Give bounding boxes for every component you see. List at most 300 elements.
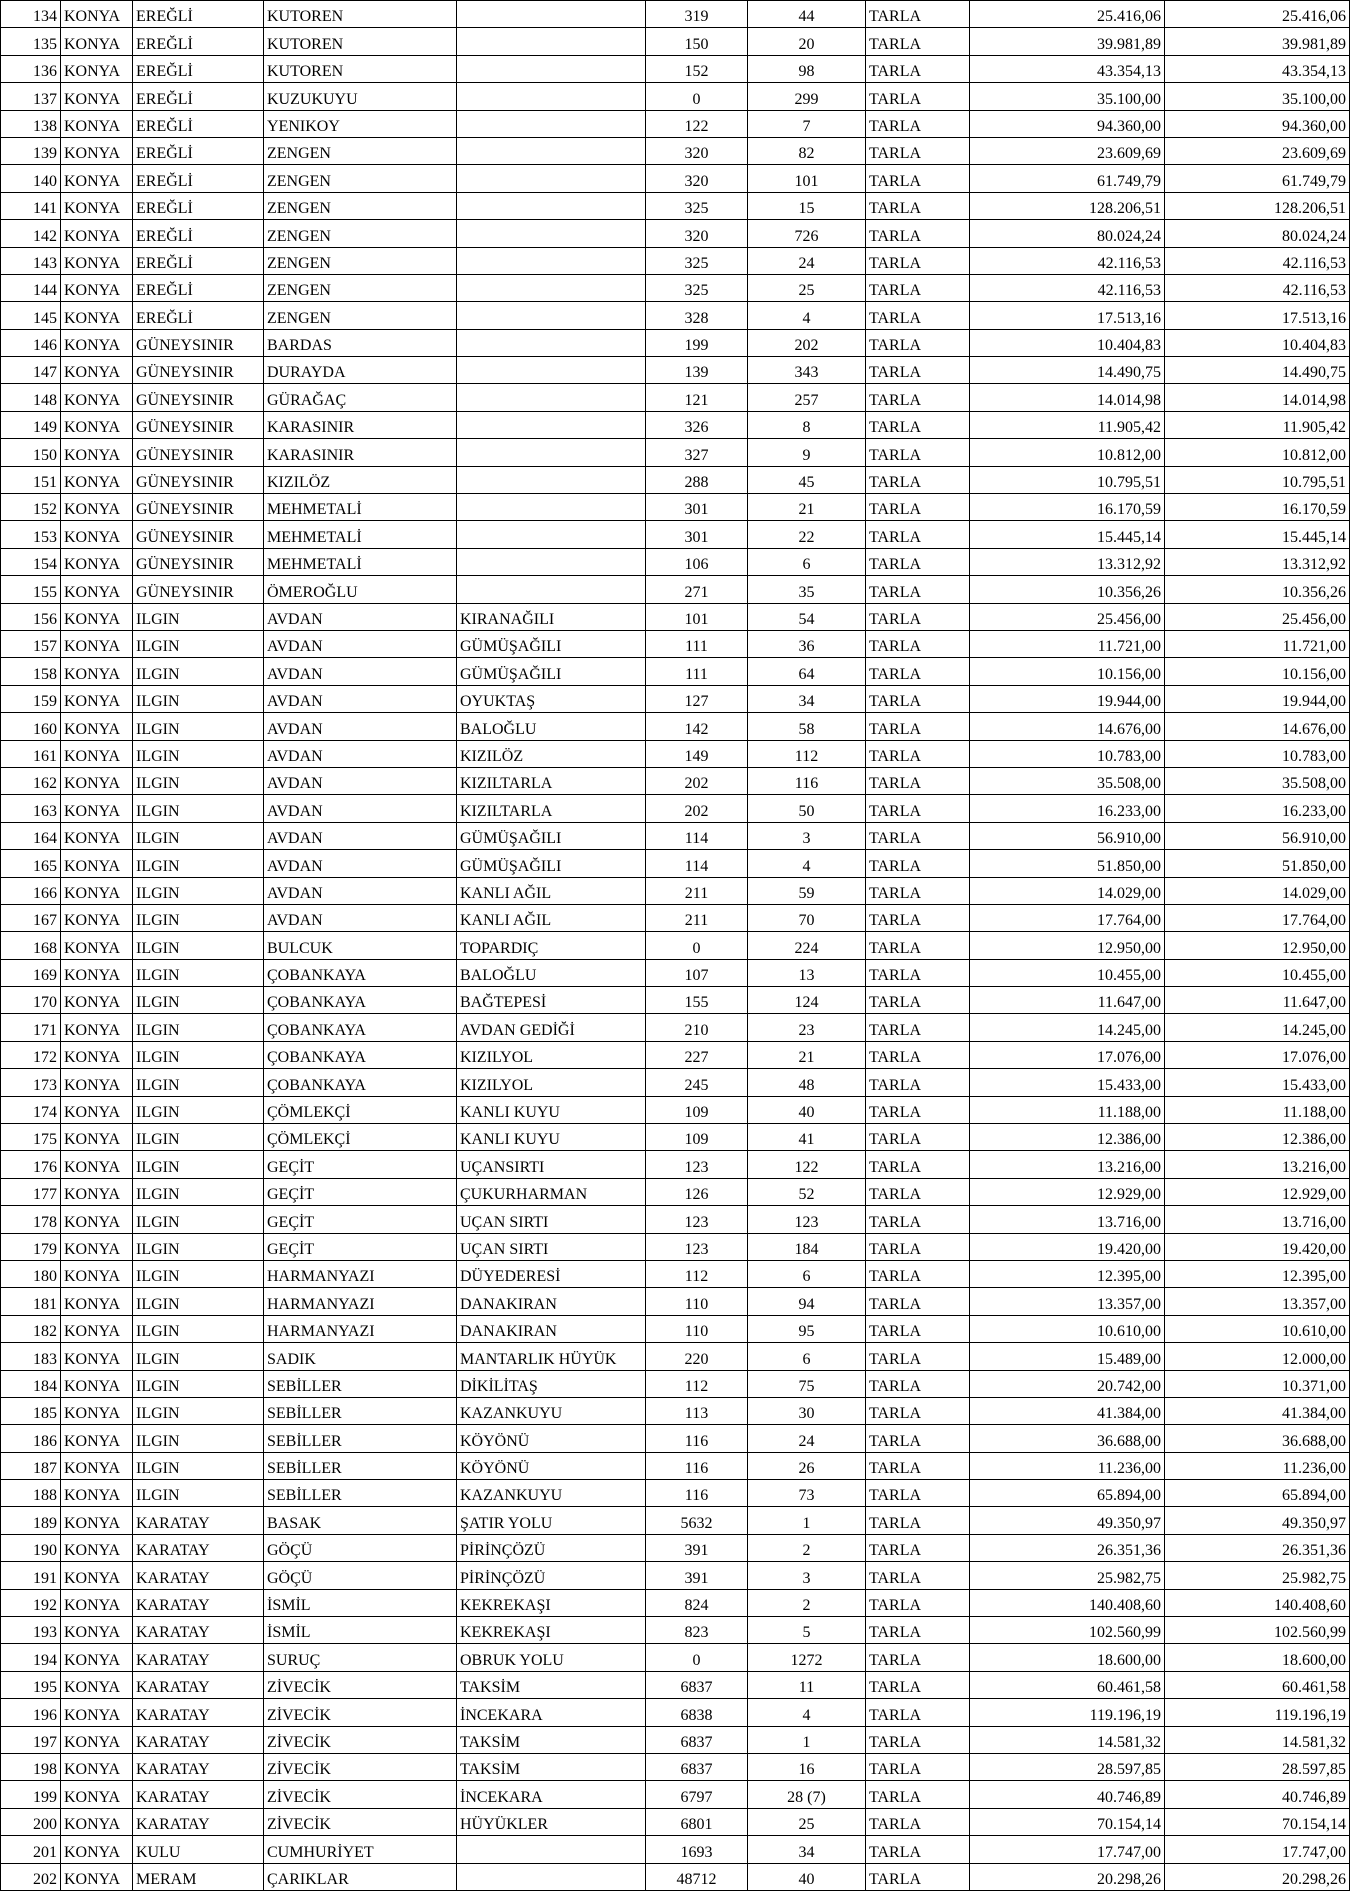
area-share-cell: 14.245,00 [1165, 1014, 1350, 1041]
neighborhood-cell: AVDAN [264, 630, 457, 657]
block-number-cell: 211 [646, 877, 748, 904]
neighborhood-cell: ZENGEN [264, 220, 457, 247]
locality-cell [457, 384, 646, 411]
table-row [1, 658, 1350, 685]
area-share-cell: 14.676,00 [1165, 713, 1350, 740]
land-type-cell: TARLA [866, 1644, 970, 1671]
locality-cell: KIZILTARLA [457, 795, 646, 822]
land-type-cell: TARLA [866, 1206, 970, 1233]
area-share-cell: 80.024,24 [1165, 220, 1350, 247]
area-share-cell: 128.206,51 [1165, 192, 1350, 219]
row-number-cell: 139 [1, 137, 61, 164]
area-total-cell: 36.688,00 [970, 1425, 1165, 1452]
district-cell: KARATAY [133, 1617, 264, 1644]
area-total-cell: 41.384,00 [970, 1397, 1165, 1424]
land-type-cell: TARLA [866, 795, 970, 822]
area-total-cell: 17.513,16 [970, 302, 1165, 329]
block-number-cell: 327 [646, 439, 748, 466]
area-share-cell: 11.188,00 [1165, 1096, 1350, 1123]
neighborhood-cell: SADIK [264, 1343, 457, 1370]
row-number-cell: 200 [1, 1808, 61, 1835]
area-share-cell: 25.456,00 [1165, 603, 1350, 630]
table-row [1, 767, 1350, 794]
area-total-cell: 23.609,69 [970, 137, 1165, 164]
district-cell: ILGIN [133, 1178, 264, 1205]
district-cell: ILGIN [133, 658, 264, 685]
area-total-cell: 14.245,00 [970, 1014, 1165, 1041]
province-cell: KONYA [61, 165, 133, 192]
neighborhood-cell: MEHMETALİ [264, 548, 457, 575]
neighborhood-cell: ÖMEROĞLU [264, 576, 457, 603]
land-type-cell: TARLA [866, 1589, 970, 1616]
table-row [1, 1617, 1350, 1644]
province-cell: KONYA [61, 685, 133, 712]
land-type-cell: TARLA [866, 329, 970, 356]
area-share-cell: 17.747,00 [1165, 1836, 1350, 1863]
land-type-cell: TARLA [866, 192, 970, 219]
area-share-cell: 40.746,89 [1165, 1781, 1350, 1808]
area-share-cell: 10.610,00 [1165, 1315, 1350, 1342]
block-number-cell: 227 [646, 1041, 748, 1068]
district-cell: GÜNEYSINIR [133, 521, 264, 548]
province-cell: KONYA [61, 1671, 133, 1698]
locality-cell [457, 137, 646, 164]
area-total-cell: 13.216,00 [970, 1151, 1165, 1178]
neighborhood-cell: MEHMETALİ [264, 494, 457, 521]
table-row [1, 795, 1350, 822]
parcel-number-cell: 3 [748, 1562, 866, 1589]
row-number-cell: 150 [1, 439, 61, 466]
locality-cell: GÜMÜŞAĞILI [457, 658, 646, 685]
parcel-number-cell: 101 [748, 165, 866, 192]
parcel-number-cell: 21 [748, 494, 866, 521]
neighborhood-cell: ÇOBANKAYA [264, 1069, 457, 1096]
area-total-cell: 11.236,00 [970, 1452, 1165, 1479]
district-cell: ILGIN [133, 1069, 264, 1096]
neighborhood-cell: SEBİLLER [264, 1397, 457, 1424]
block-number-cell: 0 [646, 932, 748, 959]
district-cell: ILGIN [133, 1260, 264, 1287]
area-share-cell: 41.384,00 [1165, 1397, 1350, 1424]
province-cell: KONYA [61, 192, 133, 219]
province-cell: KONYA [61, 1562, 133, 1589]
district-cell: ILGIN [133, 932, 264, 959]
district-cell: KARATAY [133, 1726, 264, 1753]
land-type-cell: TARLA [866, 1726, 970, 1753]
row-number-cell: 177 [1, 1178, 61, 1205]
area-total-cell: 20.742,00 [970, 1370, 1165, 1397]
table-row [1, 110, 1350, 137]
table-row [1, 466, 1350, 493]
area-share-cell: 35.100,00 [1165, 83, 1350, 110]
land-type-cell: TARLA [866, 1617, 970, 1644]
land-type-cell: TARLA [866, 1836, 970, 1863]
district-cell: GÜNEYSINIR [133, 357, 264, 384]
land-type-cell: TARLA [866, 740, 970, 767]
province-cell: KONYA [61, 1315, 133, 1342]
locality-cell: DANAKIRAN [457, 1315, 646, 1342]
row-number-cell: 173 [1, 1069, 61, 1096]
province-cell: KONYA [61, 247, 133, 274]
province-cell: KONYA [61, 767, 133, 794]
locality-cell: MANTARLIK HÜYÜK [457, 1343, 646, 1370]
district-cell: KARATAY [133, 1781, 264, 1808]
block-number-cell: 325 [646, 274, 748, 301]
district-cell: EREĞLİ [133, 83, 264, 110]
land-type-cell: TARLA [866, 1534, 970, 1561]
parcel-number-cell: 75 [748, 1370, 866, 1397]
neighborhood-cell: AVDAN [264, 904, 457, 931]
row-number-cell: 152 [1, 494, 61, 521]
province-cell: KONYA [61, 1096, 133, 1123]
locality-cell: DÜYEDERESİ [457, 1260, 646, 1287]
table-row [1, 1096, 1350, 1123]
parcel-number-cell: 5 [748, 1617, 866, 1644]
row-number-cell: 199 [1, 1781, 61, 1808]
block-number-cell: 211 [646, 904, 748, 931]
table-row [1, 959, 1350, 986]
district-cell: KARATAY [133, 1754, 264, 1781]
area-share-cell: 23.609,69 [1165, 137, 1350, 164]
table-row [1, 685, 1350, 712]
neighborhood-cell: GEÇİT [264, 1233, 457, 1260]
locality-cell: BAĞTEPESİ [457, 987, 646, 1014]
neighborhood-cell: ÇÖMLEKÇİ [264, 1096, 457, 1123]
land-type-cell: TARLA [866, 658, 970, 685]
parcel-number-cell: 8 [748, 411, 866, 438]
neighborhood-cell: ZİVECİK [264, 1754, 457, 1781]
area-share-cell: 19.420,00 [1165, 1233, 1350, 1260]
area-share-cell: 10.795,51 [1165, 466, 1350, 493]
row-number-cell: 190 [1, 1534, 61, 1561]
block-number-cell: 112 [646, 1260, 748, 1287]
block-number-cell: 824 [646, 1589, 748, 1616]
district-cell: ILGIN [133, 850, 264, 877]
district-cell: ILGIN [133, 987, 264, 1014]
district-cell: EREĞLİ [133, 137, 264, 164]
neighborhood-cell: SEBİLLER [264, 1480, 457, 1507]
land-type-cell: TARLA [866, 220, 970, 247]
province-cell: KONYA [61, 548, 133, 575]
parcel-number-cell: 7 [748, 110, 866, 137]
area-share-cell: 39.981,89 [1165, 28, 1350, 55]
neighborhood-cell: SURUÇ [264, 1644, 457, 1671]
parcel-number-cell: 726 [748, 220, 866, 247]
area-total-cell: 25.456,00 [970, 603, 1165, 630]
locality-cell [457, 220, 646, 247]
area-share-cell: 94.360,00 [1165, 110, 1350, 137]
neighborhood-cell: ÇOBANKAYA [264, 1014, 457, 1041]
area-total-cell: 15.445,14 [970, 521, 1165, 548]
area-total-cell: 15.433,00 [970, 1069, 1165, 1096]
row-number-cell: 169 [1, 959, 61, 986]
district-cell: GÜNEYSINIR [133, 411, 264, 438]
land-type-cell: TARLA [866, 685, 970, 712]
block-number-cell: 109 [646, 1096, 748, 1123]
area-total-cell: 60.461,58 [970, 1671, 1165, 1698]
row-number-cell: 163 [1, 795, 61, 822]
area-share-cell: 10.356,26 [1165, 576, 1350, 603]
area-total-cell: 15.489,00 [970, 1343, 1165, 1370]
parcel-number-cell: 16 [748, 1754, 866, 1781]
locality-cell [457, 494, 646, 521]
table-row [1, 548, 1350, 575]
land-type-cell: TARLA [866, 1069, 970, 1096]
row-number-cell: 147 [1, 357, 61, 384]
land-type-cell: TARLA [866, 28, 970, 55]
district-cell: EREĞLİ [133, 28, 264, 55]
table-row [1, 1507, 1350, 1534]
land-type-cell: TARLA [866, 521, 970, 548]
locality-cell [457, 1863, 646, 1890]
district-cell: ILGIN [133, 1151, 264, 1178]
table-row [1, 1808, 1350, 1835]
locality-cell: KAZANKUYU [457, 1480, 646, 1507]
area-total-cell: 10.404,83 [970, 329, 1165, 356]
area-total-cell: 119.196,19 [970, 1699, 1165, 1726]
area-share-cell: 14.029,00 [1165, 877, 1350, 904]
province-cell: KONYA [61, 28, 133, 55]
parcel-number-cell: 2 [748, 1589, 866, 1616]
area-total-cell: 40.746,89 [970, 1781, 1165, 1808]
parcel-number-cell: 11 [748, 1671, 866, 1698]
land-type-cell: TARLA [866, 630, 970, 657]
land-type-cell: TARLA [866, 877, 970, 904]
parcel-number-cell: 1272 [748, 1644, 866, 1671]
row-number-cell: 135 [1, 28, 61, 55]
row-number-cell: 161 [1, 740, 61, 767]
province-cell: KONYA [61, 411, 133, 438]
table-row [1, 137, 1350, 164]
land-type-cell: TARLA [866, 959, 970, 986]
block-number-cell: 823 [646, 1617, 748, 1644]
province-cell: KONYA [61, 932, 133, 959]
area-share-cell: 19.944,00 [1165, 685, 1350, 712]
parcel-number-cell: 64 [748, 658, 866, 685]
block-number-cell: 6837 [646, 1726, 748, 1753]
district-cell: ILGIN [133, 877, 264, 904]
land-type-cell: TARLA [866, 1288, 970, 1315]
block-number-cell: 150 [646, 28, 748, 55]
neighborhood-cell: ZENGEN [264, 274, 457, 301]
area-share-cell: 42.116,53 [1165, 274, 1350, 301]
block-number-cell: 391 [646, 1562, 748, 1589]
land-type-cell: TARLA [866, 1096, 970, 1123]
parcel-number-cell: 82 [748, 137, 866, 164]
area-share-cell: 35.508,00 [1165, 767, 1350, 794]
block-number-cell: 110 [646, 1288, 748, 1315]
land-type-cell: TARLA [866, 767, 970, 794]
land-type-cell: TARLA [866, 987, 970, 1014]
district-cell: KARATAY [133, 1808, 264, 1835]
area-share-cell: 10.371,00 [1165, 1370, 1350, 1397]
table-row [1, 1014, 1350, 1041]
parcel-number-cell: 94 [748, 1288, 866, 1315]
province-cell: KONYA [61, 877, 133, 904]
province-cell: KONYA [61, 1452, 133, 1479]
area-total-cell: 102.560,99 [970, 1617, 1165, 1644]
district-cell: EREĞLİ [133, 220, 264, 247]
parcel-number-cell: 184 [748, 1233, 866, 1260]
table-row [1, 1343, 1350, 1370]
province-cell: KONYA [61, 466, 133, 493]
district-cell: ILGIN [133, 1233, 264, 1260]
locality-cell [457, 521, 646, 548]
parcel-number-cell: 34 [748, 685, 866, 712]
row-number-cell: 175 [1, 1124, 61, 1151]
table-row [1, 1754, 1350, 1781]
land-type-cell: TARLA [866, 1178, 970, 1205]
table-row [1, 247, 1350, 274]
locality-cell: TAKSİM [457, 1726, 646, 1753]
area-share-cell: 51.850,00 [1165, 850, 1350, 877]
parcel-number-cell: 343 [748, 357, 866, 384]
area-total-cell: 128.206,51 [970, 192, 1165, 219]
land-type-cell: TARLA [866, 1233, 970, 1260]
land-type-cell: TARLA [866, 904, 970, 931]
table-row [1, 877, 1350, 904]
district-cell: ILGIN [133, 1014, 264, 1041]
area-share-cell: 17.076,00 [1165, 1041, 1350, 1068]
locality-cell: TAKSİM [457, 1671, 646, 1698]
parcel-number-cell: 1 [748, 1507, 866, 1534]
table-row [1, 83, 1350, 110]
locality-cell: TAKSİM [457, 1754, 646, 1781]
parcel-number-cell: 13 [748, 959, 866, 986]
province-cell: KONYA [61, 603, 133, 630]
locality-cell: UÇAN SIRTI [457, 1233, 646, 1260]
province-cell: KONYA [61, 1589, 133, 1616]
table-row [1, 1288, 1350, 1315]
neighborhood-cell: AVDAN [264, 658, 457, 685]
table-row [1, 1671, 1350, 1698]
parcel-number-cell: 23 [748, 1014, 866, 1041]
area-total-cell: 12.950,00 [970, 932, 1165, 959]
area-share-cell: 16.233,00 [1165, 795, 1350, 822]
area-share-cell: 42.116,53 [1165, 247, 1350, 274]
area-total-cell: 17.076,00 [970, 1041, 1165, 1068]
land-type-cell: TARLA [866, 439, 970, 466]
locality-cell: PİRİNÇÖZÜ [457, 1534, 646, 1561]
locality-cell [457, 110, 646, 137]
area-total-cell: 14.676,00 [970, 713, 1165, 740]
parcel-number-cell: 24 [748, 1425, 866, 1452]
locality-cell: KIRANAĞILI [457, 603, 646, 630]
province-cell: KONYA [61, 1, 133, 28]
area-share-cell: 14.490,75 [1165, 357, 1350, 384]
area-share-cell: 10.783,00 [1165, 740, 1350, 767]
neighborhood-cell: KUTOREN [264, 55, 457, 82]
locality-cell: KEKREKAŞI [457, 1589, 646, 1616]
area-total-cell: 12.929,00 [970, 1178, 1165, 1205]
table-row [1, 220, 1350, 247]
locality-cell: BALOĞLU [457, 959, 646, 986]
province-cell: KONYA [61, 55, 133, 82]
area-share-cell: 14.014,98 [1165, 384, 1350, 411]
area-total-cell: 65.894,00 [970, 1480, 1165, 1507]
parcel-number-cell: 299 [748, 83, 866, 110]
locality-cell: OBRUK YOLU [457, 1644, 646, 1671]
row-number-cell: 143 [1, 247, 61, 274]
area-total-cell: 25.982,75 [970, 1562, 1165, 1589]
table-row [1, 1589, 1350, 1616]
locality-cell: AVDAN GEDİĞİ [457, 1014, 646, 1041]
land-type-cell: TARLA [866, 302, 970, 329]
area-share-cell: 36.688,00 [1165, 1425, 1350, 1452]
district-cell: ILGIN [133, 1397, 264, 1424]
block-number-cell: 0 [646, 1644, 748, 1671]
neighborhood-cell: ÇOBANKAYA [264, 1041, 457, 1068]
province-cell: KONYA [61, 1863, 133, 1890]
area-total-cell: 14.490,75 [970, 357, 1165, 384]
row-number-cell: 140 [1, 165, 61, 192]
area-share-cell: 25.982,75 [1165, 1562, 1350, 1589]
area-share-cell: 70.154,14 [1165, 1808, 1350, 1835]
district-cell: EREĞLİ [133, 247, 264, 274]
parcel-number-cell: 112 [748, 740, 866, 767]
area-total-cell: 56.910,00 [970, 822, 1165, 849]
row-number-cell: 178 [1, 1206, 61, 1233]
province-cell: KONYA [61, 795, 133, 822]
row-number-cell: 187 [1, 1452, 61, 1479]
district-cell: ILGIN [133, 1315, 264, 1342]
row-number-cell: 202 [1, 1863, 61, 1890]
neighborhood-cell: ÇÖMLEKÇİ [264, 1124, 457, 1151]
province-cell: KONYA [61, 220, 133, 247]
neighborhood-cell: ÇARIKLAR [264, 1863, 457, 1890]
block-number-cell: 325 [646, 247, 748, 274]
neighborhood-cell: KUZUKUYU [264, 83, 457, 110]
locality-cell [457, 165, 646, 192]
area-share-cell: 10.455,00 [1165, 959, 1350, 986]
locality-cell: İNCEKARA [457, 1699, 646, 1726]
area-share-cell: 10.156,00 [1165, 658, 1350, 685]
area-share-cell: 20.298,26 [1165, 1863, 1350, 1890]
district-cell: ILGIN [133, 1124, 264, 1151]
row-number-cell: 195 [1, 1671, 61, 1698]
district-cell: KARATAY [133, 1671, 264, 1698]
area-share-cell: 13.312,92 [1165, 548, 1350, 575]
neighborhood-cell: ZENGEN [264, 192, 457, 219]
neighborhood-cell: ZENGEN [264, 302, 457, 329]
neighborhood-cell: SEBİLLER [264, 1425, 457, 1452]
row-number-cell: 184 [1, 1370, 61, 1397]
row-number-cell: 149 [1, 411, 61, 438]
neighborhood-cell: HARMANYAZI [264, 1260, 457, 1287]
neighborhood-cell: KIZILÖZ [264, 466, 457, 493]
table-row [1, 1452, 1350, 1479]
row-number-cell: 160 [1, 713, 61, 740]
parcel-number-cell: 21 [748, 1041, 866, 1068]
parcel-number-cell: 50 [748, 795, 866, 822]
district-cell: KARATAY [133, 1534, 264, 1561]
district-cell: ILGIN [133, 904, 264, 931]
district-cell: GÜNEYSINIR [133, 439, 264, 466]
neighborhood-cell: SEBİLLER [264, 1370, 457, 1397]
block-number-cell: 152 [646, 55, 748, 82]
parcel-number-cell: 6 [748, 548, 866, 575]
table-row [1, 1370, 1350, 1397]
land-type-cell: TARLA [866, 1397, 970, 1424]
land-type-cell: TARLA [866, 1425, 970, 1452]
area-share-cell: 140.408,60 [1165, 1589, 1350, 1616]
block-number-cell: 123 [646, 1151, 748, 1178]
land-type-cell: TARLA [866, 1014, 970, 1041]
neighborhood-cell: AVDAN [264, 685, 457, 712]
row-number-cell: 136 [1, 55, 61, 82]
province-cell: KONYA [61, 1644, 133, 1671]
province-cell: KONYA [61, 1808, 133, 1835]
